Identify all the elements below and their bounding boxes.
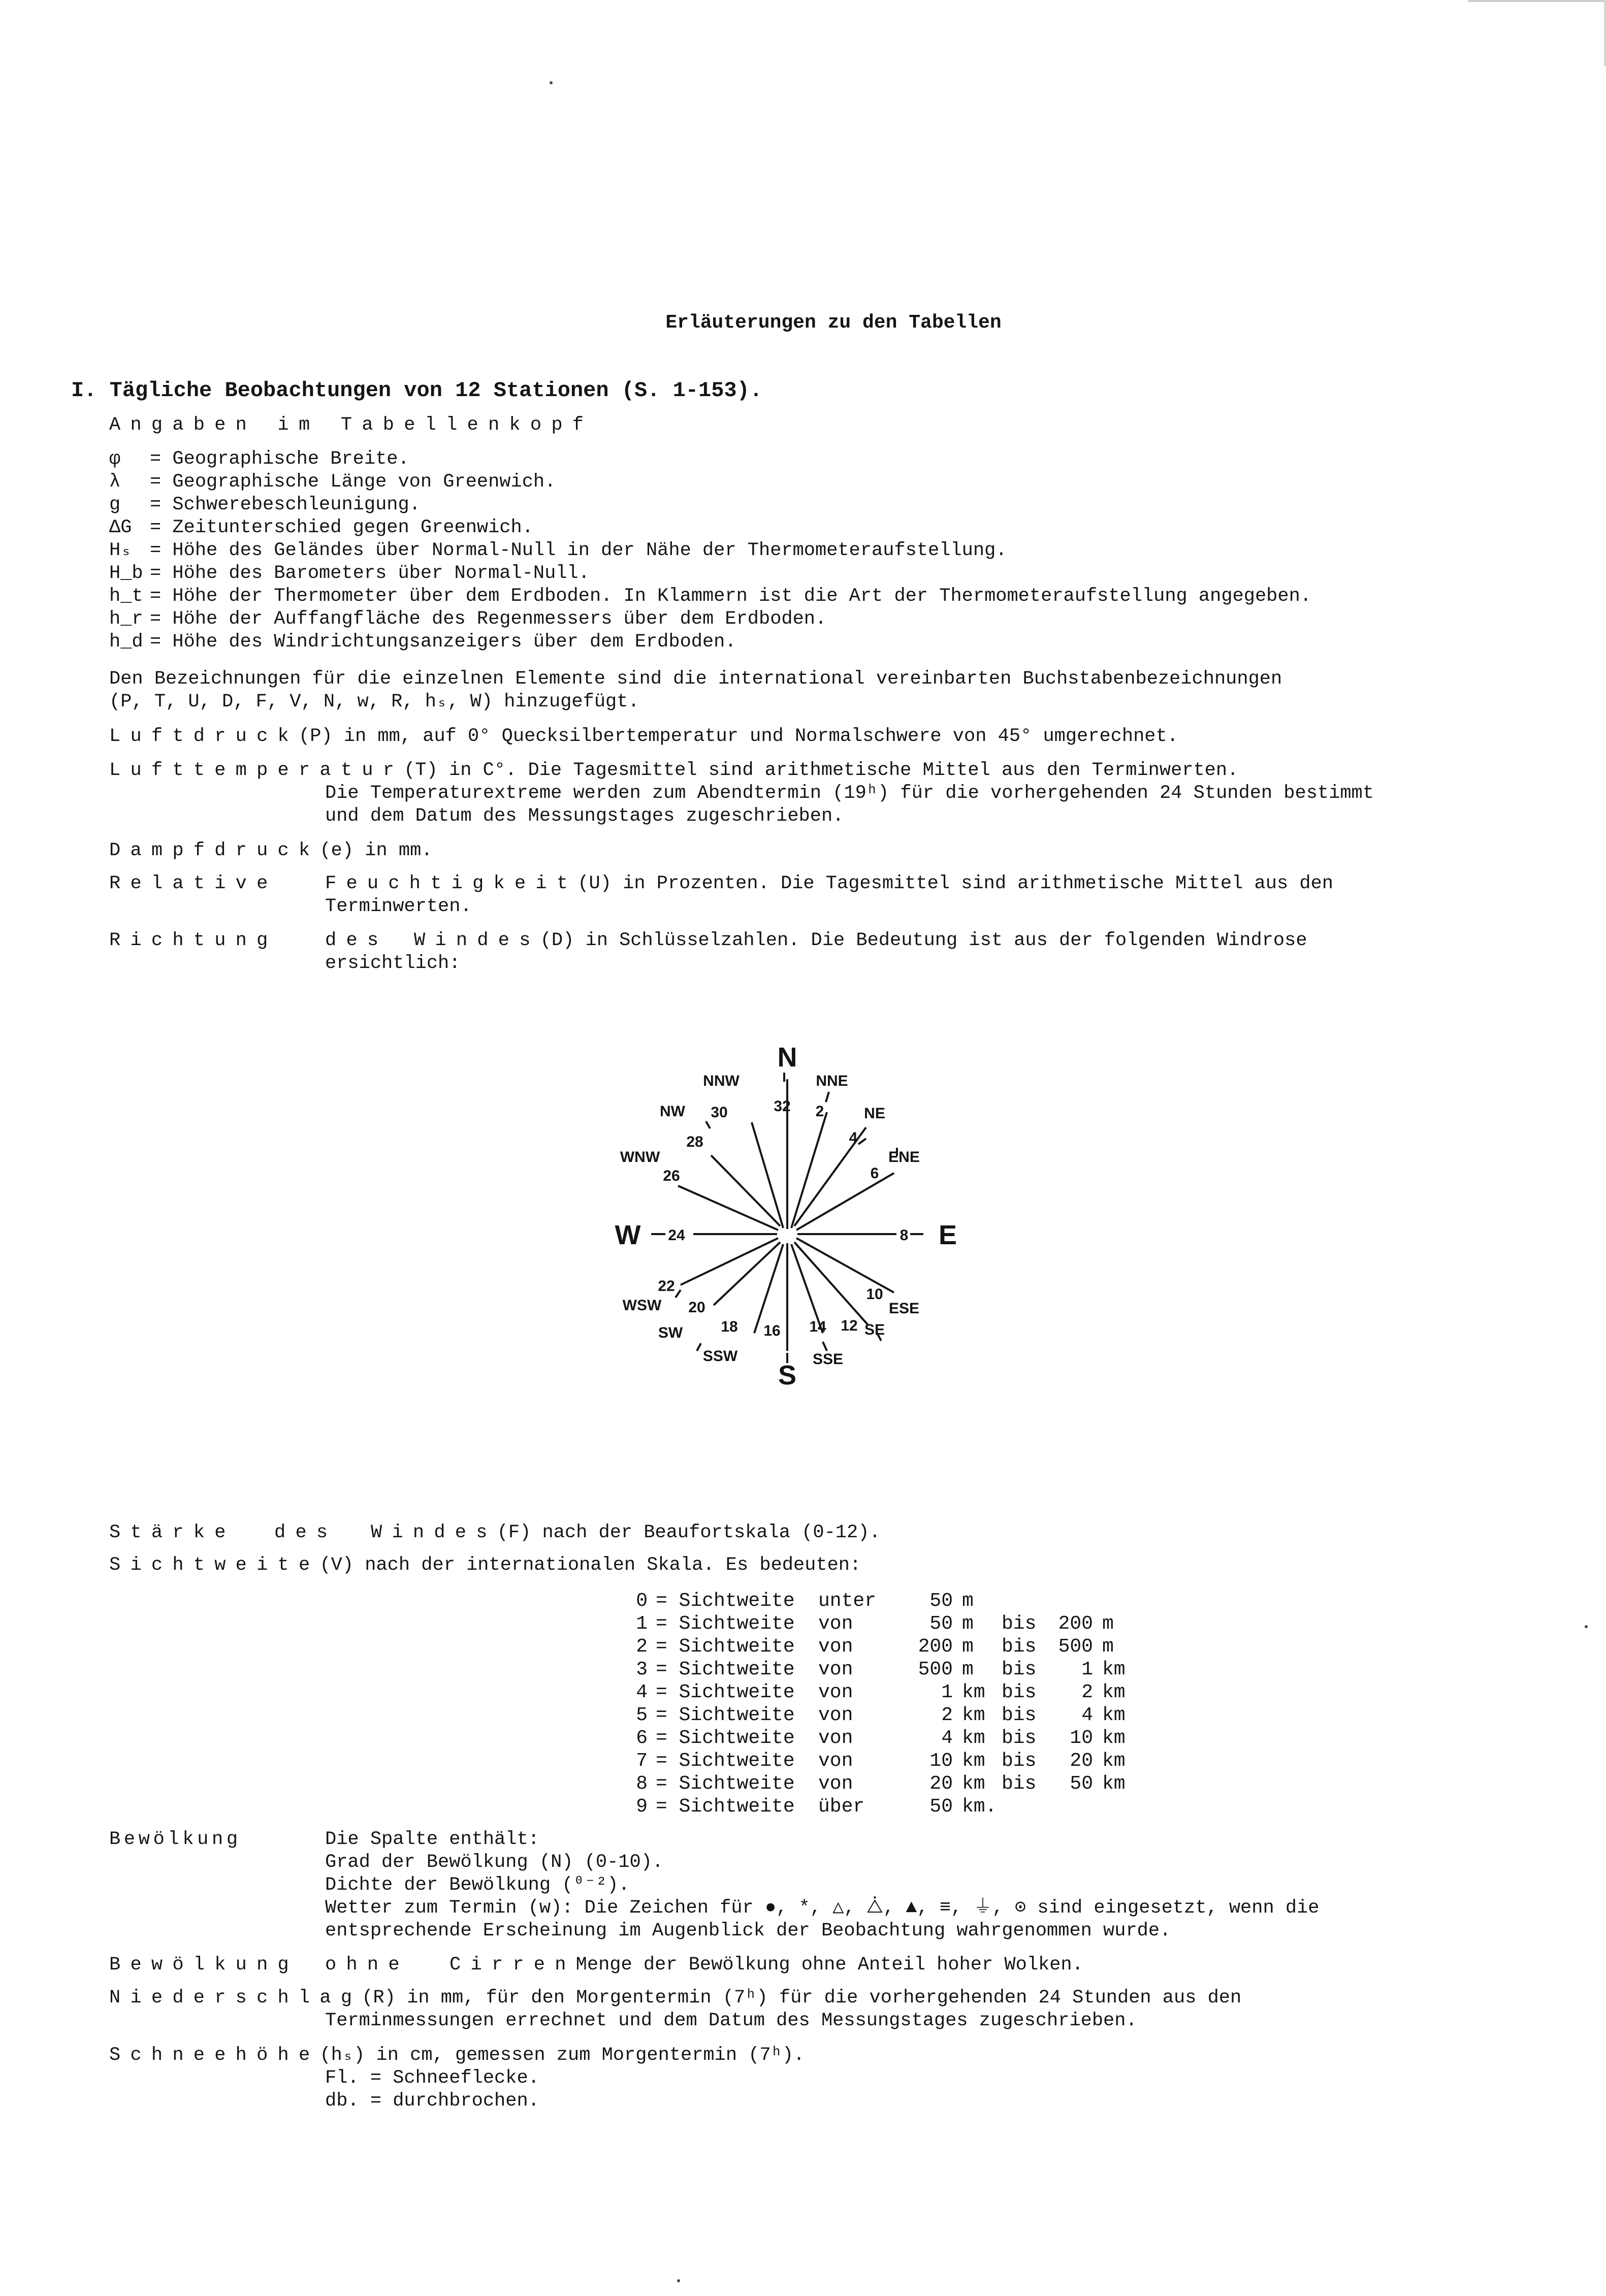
element-lufttemperatur bbox=[109, 759, 1238, 782]
element-text: Grad der Bewölkung (N) (0-10). bbox=[325, 1852, 664, 1873]
rose-direction: NE bbox=[864, 1105, 885, 1122]
rose-code: 22 bbox=[658, 1278, 675, 1295]
ray-ssw bbox=[754, 1244, 783, 1333]
visibility-cell: bis bbox=[1002, 1727, 1037, 1749]
symbol-def-hb bbox=[109, 562, 590, 585]
rose-code: 6 bbox=[870, 1165, 879, 1182]
visibility-cell: 8 bbox=[636, 1773, 648, 1795]
symbol: φ bbox=[109, 448, 121, 470]
rose-direction: ENE bbox=[888, 1149, 920, 1166]
element-label: Windes bbox=[371, 1522, 497, 1543]
intro-text: (P, T, U, D, F, V, N, w, R, hₛ, W) hinzugefügt. bbox=[109, 691, 639, 713]
element-label: Niederschlag bbox=[109, 1987, 362, 2009]
rose-code: 8 bbox=[900, 1227, 909, 1244]
visibility-cell: 2 bbox=[636, 1636, 648, 1658]
visibility-cell: m bbox=[1102, 1613, 1114, 1635]
element-staerke bbox=[109, 1522, 881, 1544]
rose-cardinal-e: E bbox=[938, 1220, 957, 1250]
rose-direction: SSE bbox=[812, 1351, 844, 1368]
element-text: Menge der Bewölkung ohne Anteil hoher Wolken. bbox=[575, 1954, 1083, 1976]
symbol-text: = Höhe des Geländes über Normal-Null in der Nähe der Thermometeraufstellung. bbox=[150, 540, 1007, 561]
section-heading: I. Tägliche Beobachtungen von 12 Stationen (S. 1-153). bbox=[71, 378, 763, 403]
visibility-cell: m bbox=[962, 1613, 974, 1635]
leader-dash bbox=[697, 1343, 701, 1351]
visibility-cell: km bbox=[1102, 1750, 1126, 1772]
element-text: und dem Datum des Messungstages zugeschrieben. bbox=[325, 805, 844, 827]
visibility-cell: = Sichtweite bbox=[656, 1590, 795, 1612]
rose-direction: SW bbox=[658, 1324, 683, 1341]
rose-direction: NNW bbox=[703, 1073, 740, 1089]
visibility-cell: km. bbox=[962, 1796, 997, 1818]
symbol-text: = Schwerebeschleunigung. bbox=[150, 494, 421, 515]
element-text: Dichte der Bewölkung (⁰⁻²). bbox=[325, 1874, 630, 1896]
symbol: ΔG bbox=[109, 517, 132, 538]
visibility-cell: 20 bbox=[929, 1773, 953, 1795]
symbol-def-hd bbox=[109, 631, 736, 653]
rose-code: 10 bbox=[866, 1286, 883, 1303]
element-text: (F) nach der Beaufortskala (0-12). bbox=[497, 1522, 881, 1543]
element-text: (hₛ) in cm, gemessen zum Morgentermin (7ʰ). bbox=[319, 2045, 805, 2066]
element-text: (e) in mm. bbox=[319, 840, 433, 861]
visibility-cell: km bbox=[962, 1681, 985, 1703]
element-text: entsprechende Erscheinung im Augenblick der Beobachtung wahrgenommen wurde. bbox=[325, 1920, 1171, 1942]
element-label: Bewölkung bbox=[109, 1954, 299, 1976]
visibility-cell: 2 bbox=[1081, 1681, 1093, 1703]
symbol-text: = Höhe der Auffangfläche des Regenmessers über dem Erdboden. bbox=[150, 608, 827, 630]
rose-cardinal-w: W bbox=[615, 1220, 641, 1250]
element-text: (R) in mm, für den Morgentermin (7ʰ) für die vorhergehenden 24 Stunden aus den bbox=[362, 1987, 1242, 2009]
rose-code: 14 bbox=[809, 1318, 826, 1335]
element-sichtweite bbox=[109, 1554, 861, 1576]
visibility-row bbox=[617, 1635, 1138, 1658]
visibility-cell: bis bbox=[1002, 1613, 1037, 1635]
visibility-row bbox=[617, 1750, 1138, 1772]
rose-cardinal-n: N bbox=[777, 1042, 797, 1073]
visibility-cell: 50 bbox=[929, 1590, 953, 1612]
element-text: Wetter zum Termin (w): Die Zeichen für ●, *, △, ⧊, ▲, ≡, ⏚, ⊙ sind eingesetzt, wenn die bbox=[325, 1897, 1320, 1919]
visibility-cell: km bbox=[962, 1727, 985, 1749]
rose-direction: WSW bbox=[622, 1297, 662, 1314]
visibility-cell: = Sichtweite bbox=[656, 1681, 795, 1703]
rose-direction: SSW bbox=[702, 1348, 738, 1365]
element-text: Terminwerten. bbox=[325, 896, 472, 917]
visibility-cell: bis bbox=[1002, 1659, 1037, 1680]
element-label: Bewölkung bbox=[109, 1829, 241, 1850]
visibility-cell: über bbox=[818, 1796, 865, 1818]
visibility-cell: 7 bbox=[636, 1750, 648, 1772]
element-label: Richtung bbox=[109, 930, 278, 951]
element-label: Sichtweite bbox=[109, 1555, 320, 1576]
symbol-text: = Zeitunterschied gegen Greenwich. bbox=[150, 517, 533, 538]
visibility-cell: 1 bbox=[941, 1681, 953, 1703]
symbol: H_b bbox=[109, 563, 143, 584]
visibility-cell: = Sichtweite bbox=[656, 1727, 795, 1749]
visibility-cell: 200 bbox=[918, 1636, 953, 1658]
visibility-cell: bis bbox=[1002, 1681, 1037, 1703]
visibility-cell: = Sichtweite bbox=[656, 1636, 795, 1658]
element-label: Luftdruck bbox=[109, 726, 299, 747]
element-text: (P) in mm, auf 0° Quecksilbertemperatur und Normalschwere von 45° umgerechnet. bbox=[299, 726, 1178, 747]
visibility-cell: = Sichtweite bbox=[656, 1750, 795, 1772]
rose-direction: NW bbox=[660, 1103, 685, 1120]
element-label: Stärke bbox=[109, 1522, 236, 1543]
page-title: Erläuterungen zu den Tabellen bbox=[665, 312, 1002, 334]
scan-edge-line bbox=[1604, 0, 1606, 66]
symbol-text: = Höhe des Windrichtungsanzeigers über dem Erdboden. bbox=[150, 631, 736, 653]
element-text: Terminmessungen errechnet und dem Datum des Messungstages zugeschrieben. bbox=[325, 2010, 1137, 2031]
visibility-row bbox=[617, 1795, 1138, 1818]
element-text: Die Spalte enthält: bbox=[325, 1829, 539, 1850]
visibility-cell: 50 bbox=[929, 1613, 953, 1635]
rose-code: 18 bbox=[721, 1318, 738, 1335]
visibility-cell: 200 bbox=[1058, 1613, 1093, 1635]
visibility-cell: 3 bbox=[636, 1659, 648, 1680]
element-dampfdruck bbox=[109, 839, 432, 862]
leader-dash bbox=[706, 1121, 710, 1128]
element-richtung bbox=[109, 929, 1307, 952]
element-niederschlag bbox=[109, 1987, 1241, 2009]
visibility-row bbox=[617, 1681, 1138, 1704]
symbol-text: = Geographische Breite. bbox=[150, 448, 409, 470]
ray-nne bbox=[791, 1112, 827, 1228]
visibility-cell: 10 bbox=[1070, 1727, 1093, 1749]
visibility-cell: bis bbox=[1002, 1704, 1037, 1726]
rose-code: 16 bbox=[763, 1322, 781, 1339]
visibility-row bbox=[617, 1590, 1138, 1612]
visibility-cell: = Sichtweite bbox=[656, 1796, 795, 1818]
visibility-row bbox=[617, 1704, 1138, 1727]
visibility-row bbox=[617, 1658, 1138, 1681]
visibility-cell: unter bbox=[818, 1590, 877, 1612]
visibility-cell: 0 bbox=[636, 1590, 648, 1612]
symbol-text: = Höhe der Thermometer über dem Erdboden. In Klammern ist die Art der Thermometeraufstellung angegeben. bbox=[150, 586, 1311, 607]
visibility-cell: von bbox=[818, 1704, 853, 1726]
symbol: h_r bbox=[109, 608, 143, 630]
element-text: (V) nach der internationalen Skala. Es bedeuten: bbox=[319, 1555, 861, 1576]
visibility-table bbox=[617, 1590, 1138, 1818]
visibility-cell: bis bbox=[1002, 1636, 1037, 1658]
leader-dash bbox=[676, 1290, 681, 1298]
symbol-def-lambda bbox=[109, 471, 556, 493]
visibility-cell: 2 bbox=[941, 1704, 953, 1726]
visibility-cell: km bbox=[962, 1704, 985, 1726]
visibility-cell: 50 bbox=[929, 1796, 953, 1818]
element-label: Lufttemperatur bbox=[109, 760, 404, 781]
visibility-row bbox=[617, 1727, 1138, 1750]
symbol-text: = Geographische Länge von Greenwich. bbox=[150, 471, 556, 493]
ray-ese bbox=[796, 1238, 894, 1292]
header-intro: Angaben im Tabellenkopf bbox=[109, 414, 594, 436]
visibility-cell: km bbox=[1102, 1773, 1126, 1795]
element-bewoelkung bbox=[109, 1828, 539, 1851]
visibility-cell: 500 bbox=[918, 1659, 953, 1680]
ray-wsw bbox=[681, 1238, 778, 1285]
symbol: h_t bbox=[109, 586, 143, 607]
rose-direction: WNW bbox=[620, 1149, 660, 1166]
rose-code: 32 bbox=[774, 1098, 791, 1115]
rose-code: 2 bbox=[815, 1103, 824, 1120]
intro-text: Den Bezeichnungen für die einzelnen Elemente sind die international vereinbarten Buchstabenbezeichnungen bbox=[109, 668, 1282, 690]
visibility-row bbox=[617, 1612, 1138, 1635]
visibility-cell: von bbox=[818, 1727, 853, 1749]
symbol-def-delta-g bbox=[109, 516, 533, 539]
rose-code: 4 bbox=[849, 1129, 858, 1146]
leader-dash bbox=[826, 1092, 829, 1102]
rose-code: 26 bbox=[663, 1168, 680, 1184]
symbol-def-hs bbox=[109, 539, 1007, 562]
element-label: Dampfdruck bbox=[109, 840, 320, 861]
visibility-cell: = Sichtweite bbox=[656, 1704, 795, 1726]
symbol-def-g bbox=[109, 494, 421, 516]
symbol: Hₛ bbox=[109, 540, 132, 561]
element-label: des bbox=[274, 1522, 338, 1543]
visibility-cell: km bbox=[962, 1773, 985, 1795]
element-text: Die Temperaturextreme werden zum Abendtermin (19ʰ) für die vorhergehenden 24 Stunden bestimmt bbox=[325, 783, 1374, 804]
visibility-cell: m bbox=[962, 1659, 974, 1680]
visibility-cell: 9 bbox=[636, 1796, 648, 1818]
visibility-cell: 4 bbox=[636, 1681, 648, 1703]
visibility-cell: 6 bbox=[636, 1727, 648, 1749]
visibility-cell: 20 bbox=[1070, 1750, 1093, 1772]
visibility-cell: von bbox=[818, 1681, 853, 1703]
element-text: ersichtlich: bbox=[325, 953, 461, 974]
visibility-row bbox=[617, 1772, 1138, 1795]
element-label: Feuchtigkeit bbox=[325, 873, 578, 894]
scan-edge-line bbox=[1468, 0, 1606, 2]
rose-code: 28 bbox=[686, 1134, 703, 1150]
rose-direction: ESE bbox=[888, 1300, 920, 1317]
symbol-def-hr bbox=[109, 608, 826, 630]
rose-cardinal-s: S bbox=[778, 1360, 797, 1390]
visibility-cell: von bbox=[818, 1750, 853, 1772]
visibility-cell: bis bbox=[1002, 1773, 1037, 1795]
element-bewoelkung-ohne-cirren bbox=[109, 1954, 1083, 1976]
element-feuchtigkeit bbox=[109, 872, 1333, 895]
visibility-cell: km bbox=[1102, 1727, 1126, 1749]
rose-code: 30 bbox=[711, 1104, 728, 1121]
element-text: (T) in C°. Die Tagesmittel sind arithmetische Mittel aus den Terminwerten. bbox=[404, 760, 1239, 781]
leader-dash bbox=[823, 1342, 827, 1351]
visibility-cell: 10 bbox=[929, 1750, 953, 1772]
element-text: (U) in Prozenten. Die Tagesmittel sind arithmetische Mittel aus den bbox=[577, 873, 1333, 894]
visibility-cell: 4 bbox=[1081, 1704, 1093, 1726]
element-label: Cirren bbox=[449, 1954, 576, 1976]
visibility-cell: von bbox=[818, 1773, 853, 1795]
visibility-cell: 1 bbox=[636, 1613, 648, 1635]
element-text: db. = durchbrochen. bbox=[325, 2090, 539, 2112]
rose-code: 20 bbox=[688, 1299, 705, 1316]
element-schneehoehe bbox=[109, 2044, 805, 2066]
visibility-cell: 500 bbox=[1058, 1636, 1093, 1658]
visibility-cell: m bbox=[962, 1590, 974, 1612]
visibility-cell: von bbox=[818, 1613, 853, 1635]
visibility-cell: von bbox=[818, 1659, 853, 1680]
element-label: Windes bbox=[414, 930, 540, 951]
visibility-cell: 5 bbox=[636, 1704, 648, 1726]
wind-rose bbox=[584, 1041, 990, 1397]
ray-sw bbox=[714, 1242, 780, 1305]
element-label: Relative bbox=[109, 873, 278, 894]
visibility-cell: = Sichtweite bbox=[656, 1613, 795, 1635]
visibility-cell: von bbox=[818, 1636, 853, 1658]
symbol: λ bbox=[109, 471, 121, 493]
visibility-cell: m bbox=[962, 1636, 974, 1658]
element-luftdruck bbox=[109, 725, 1178, 748]
visibility-cell: 4 bbox=[941, 1727, 953, 1749]
element-text: Fl. = Schneeflecke. bbox=[325, 2067, 539, 2089]
rose-code: 24 bbox=[668, 1227, 685, 1244]
rose-code: 12 bbox=[841, 1317, 858, 1334]
symbol-text: = Höhe des Barometers über Normal-Null. bbox=[150, 563, 590, 584]
symbol-def-ht bbox=[109, 585, 1311, 607]
visibility-cell: km bbox=[1102, 1704, 1126, 1726]
visibility-cell: = Sichtweite bbox=[656, 1773, 795, 1795]
symbol: h_d bbox=[109, 631, 143, 653]
rose-direction: SE bbox=[864, 1321, 885, 1338]
visibility-cell: km bbox=[962, 1750, 985, 1772]
scan-speck bbox=[1585, 1625, 1588, 1628]
visibility-cell: 1 bbox=[1081, 1659, 1093, 1680]
visibility-cell: bis bbox=[1002, 1750, 1037, 1772]
visibility-cell: = Sichtweite bbox=[656, 1659, 795, 1680]
symbol-def-phi bbox=[109, 448, 409, 470]
element-text: (D) in Schlüsselzahlen. Die Bedeutung ist aus der folgenden Windrose bbox=[540, 930, 1307, 951]
visibility-cell: km bbox=[1102, 1659, 1126, 1680]
visibility-cell: m bbox=[1102, 1636, 1114, 1658]
element-label: ohne bbox=[325, 1954, 409, 1976]
visibility-cell: 50 bbox=[1070, 1773, 1093, 1795]
scan-speck bbox=[550, 81, 553, 84]
rose-direction: NNE bbox=[816, 1073, 848, 1089]
leader-dash bbox=[858, 1139, 866, 1144]
symbol: g bbox=[109, 494, 121, 515]
element-label: Schneehöhe bbox=[109, 2045, 320, 2066]
visibility-cell: km bbox=[1102, 1681, 1126, 1703]
scan-speck bbox=[677, 2279, 680, 2282]
element-label: des bbox=[325, 930, 389, 951]
